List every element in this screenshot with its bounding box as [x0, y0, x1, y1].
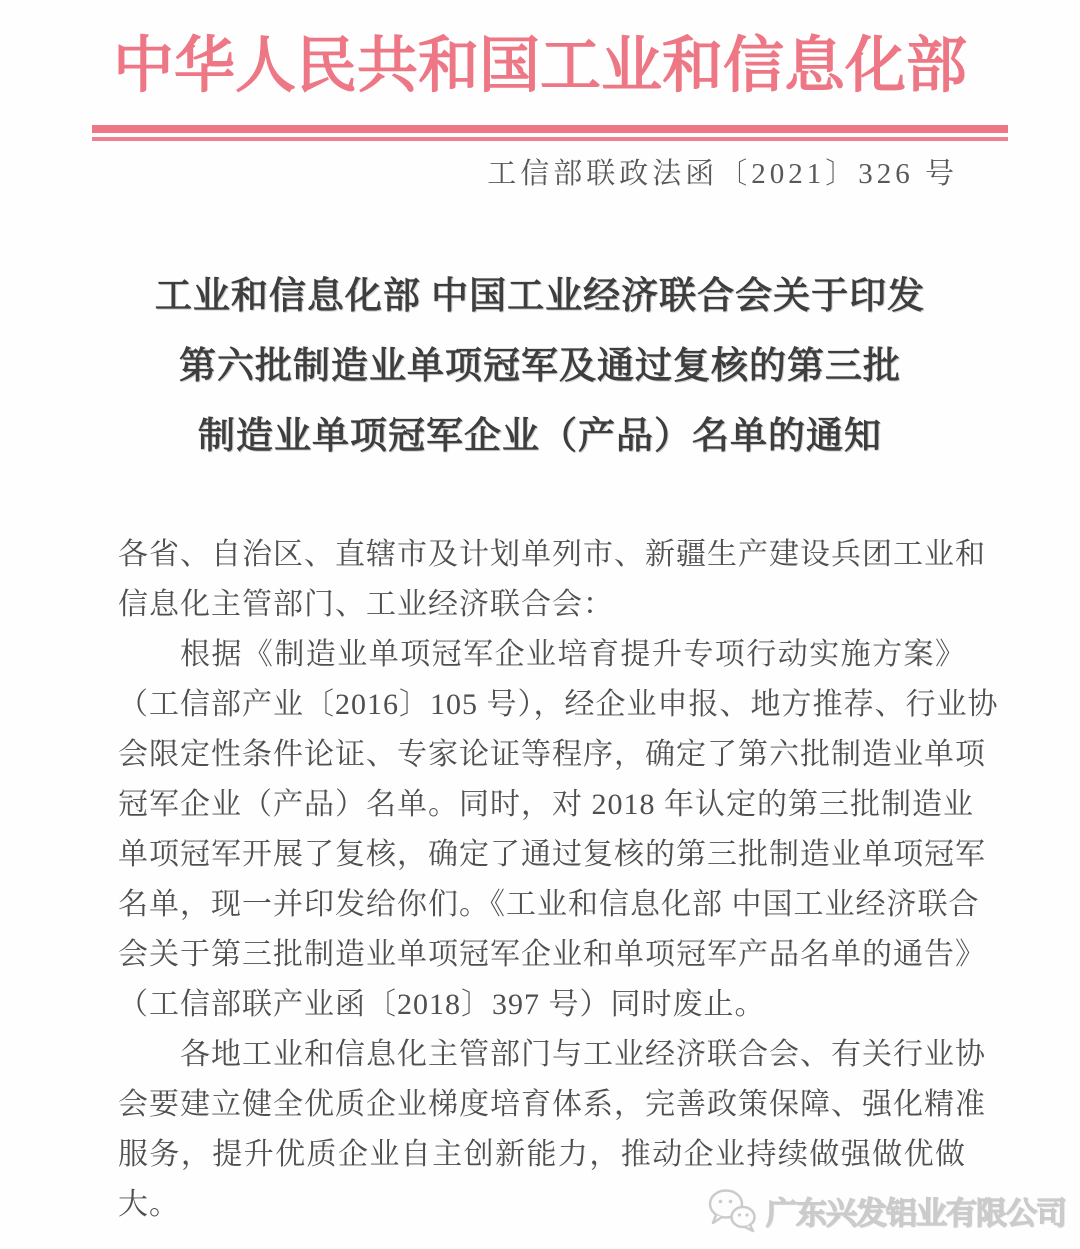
body-line: 大。 — [118, 1188, 180, 1221]
letterhead-divider — [92, 125, 1008, 141]
body-line: （工信部产业〔2016〕105 号），经企业申报、地方推荐、行业协 — [118, 688, 999, 721]
body-line: 会要建立健全优质企业梯度培育体系，完善政策保障、强化精准 — [118, 1088, 986, 1121]
body-line: 单项冠军开展了复核，确定了通过复核的第三批制造业单项冠军 — [118, 838, 986, 871]
body-line: 服务，提升优质企业自主创新能力，推动企业持续做强做优做 — [118, 1138, 966, 1171]
title-line: 第六批制造业单项冠军及通过复核的第三批 — [179, 346, 901, 387]
body-line: 根据《制造业单项冠军企业培育提升专项行动实施方案》 — [180, 638, 966, 671]
watermark — [706, 1187, 1066, 1233]
body-line: 会限定性条件论证、专家论证等程序，确定了第六批制造业单项 — [118, 738, 986, 771]
wechat-icon — [706, 1187, 758, 1233]
title-line: 工业和信息化部 中国工业经济联合会关于印发 — [154, 276, 926, 317]
body-line: 名单，现一并印发给你们。《工业和信息化部 中国工业经济联合 — [118, 888, 980, 921]
document-body — [118, 530, 999, 1230]
agency-letterhead: 中华人民共和国工业和信息化部 — [112, 33, 967, 100]
body-line: （工信部联产业函〔2018〕397 号）同时废止。 — [118, 988, 766, 1021]
body-line: 会关于第三批制造业单项冠军企业和单项冠军产品名单的通告》 — [118, 938, 986, 971]
body-line: 各地工业和信息化主管部门与工业经济联合会、有关行业协 — [180, 1038, 986, 1071]
body-line: 各省、自治区、直辖市及计划单列市、新疆生产建设兵团工业和 — [118, 538, 986, 571]
body-line: 信息化主管部门、工业经济联合会： — [118, 588, 614, 621]
divider-thin-line — [92, 137, 1008, 141]
title-line: 制造业单项冠军企业（产品）名单的通知 — [198, 416, 882, 457]
document-title — [0, 262, 1080, 472]
document-number: 工信部联政法函〔2021〕326 号 — [487, 158, 958, 190]
divider-thick-line — [92, 125, 1008, 133]
watermark-company: 广东兴发铝业有限公司 — [766, 1195, 1066, 1231]
body-line: 冠军企业（产品）名单。同时，对 2018 年认定的第三批制造业 — [118, 788, 974, 821]
